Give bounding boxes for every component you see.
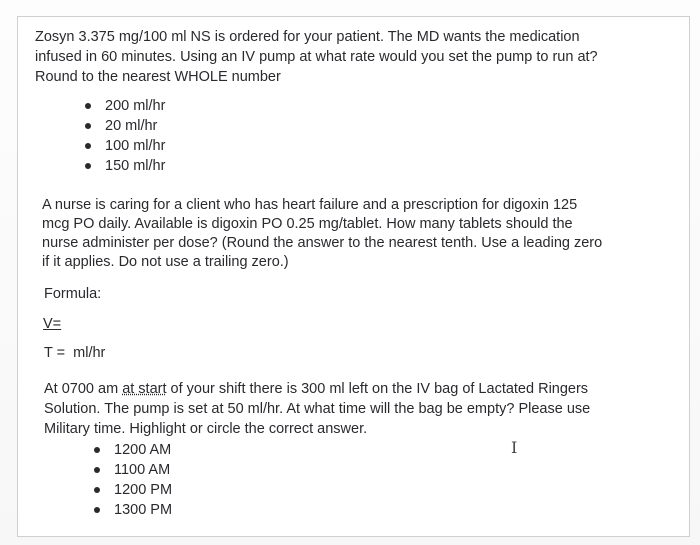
question-3-prefix: At 0700 am	[44, 381, 123, 397]
answer-option[interactable]: 20 ml/hr	[85, 116, 165, 136]
question-3-line: Military time. Highlight or circle the correct answer.	[44, 421, 368, 437]
question-3-line	[44, 379, 644, 399]
question-2-line: A nurse is caring for a client who has heart failure and a prescription for digoxin 125	[42, 197, 578, 213]
question-3-line: Solution. The pump is set at 50 ml/hr. At what time will the bag be empty? Please use	[44, 401, 591, 417]
question-1-line: infused in 60 minutes. Using an IV pump at what rate would you set the pump to run at?	[35, 49, 598, 65]
question-2-line: mcg PO daily. Available is digoxin PO 0.25 mg/tablet. How many tablets should the	[42, 216, 573, 232]
formula-label: Formula:	[44, 286, 102, 302]
question-3-options	[94, 440, 172, 520]
answer-option[interactable]: 1300 PM	[94, 500, 172, 520]
question-1-line: Round to the nearest WHOLE number	[35, 69, 281, 85]
answer-option[interactable]: 150 ml/hr	[85, 156, 165, 176]
question-2-text	[42, 196, 642, 272]
answer-option[interactable]: 1100 AM	[94, 460, 172, 480]
answer-option[interactable]: 100 ml/hr	[85, 136, 165, 156]
answer-option[interactable]: 1200 PM	[94, 480, 172, 500]
question-2-line: nurse administer per dose? (Round the answer to the nearest tenth. Use a leading zero	[42, 235, 603, 251]
question-1-line: Zosyn 3.375 mg/100 ml NS is ordered for your patient. The MD wants the medication	[35, 29, 580, 45]
question-1-text	[35, 27, 635, 87]
text-cursor-icon: I	[511, 438, 518, 457]
answer-option[interactable]: 1200 AM	[94, 440, 172, 460]
question-3-suffix: of your shift there is 300 ml left on the IV bag of Lactated Ringers	[166, 381, 589, 397]
volume-equation: V=	[43, 316, 62, 332]
question-2-line: if it applies. Do not use a trailing zero.)	[42, 254, 289, 270]
spellcheck-word: at start	[122, 381, 167, 397]
question-1-options	[85, 96, 165, 176]
time-equation: T = ml/hr	[44, 345, 106, 361]
question-3-text	[44, 379, 644, 439]
answer-option[interactable]: 200 ml/hr	[85, 96, 165, 116]
